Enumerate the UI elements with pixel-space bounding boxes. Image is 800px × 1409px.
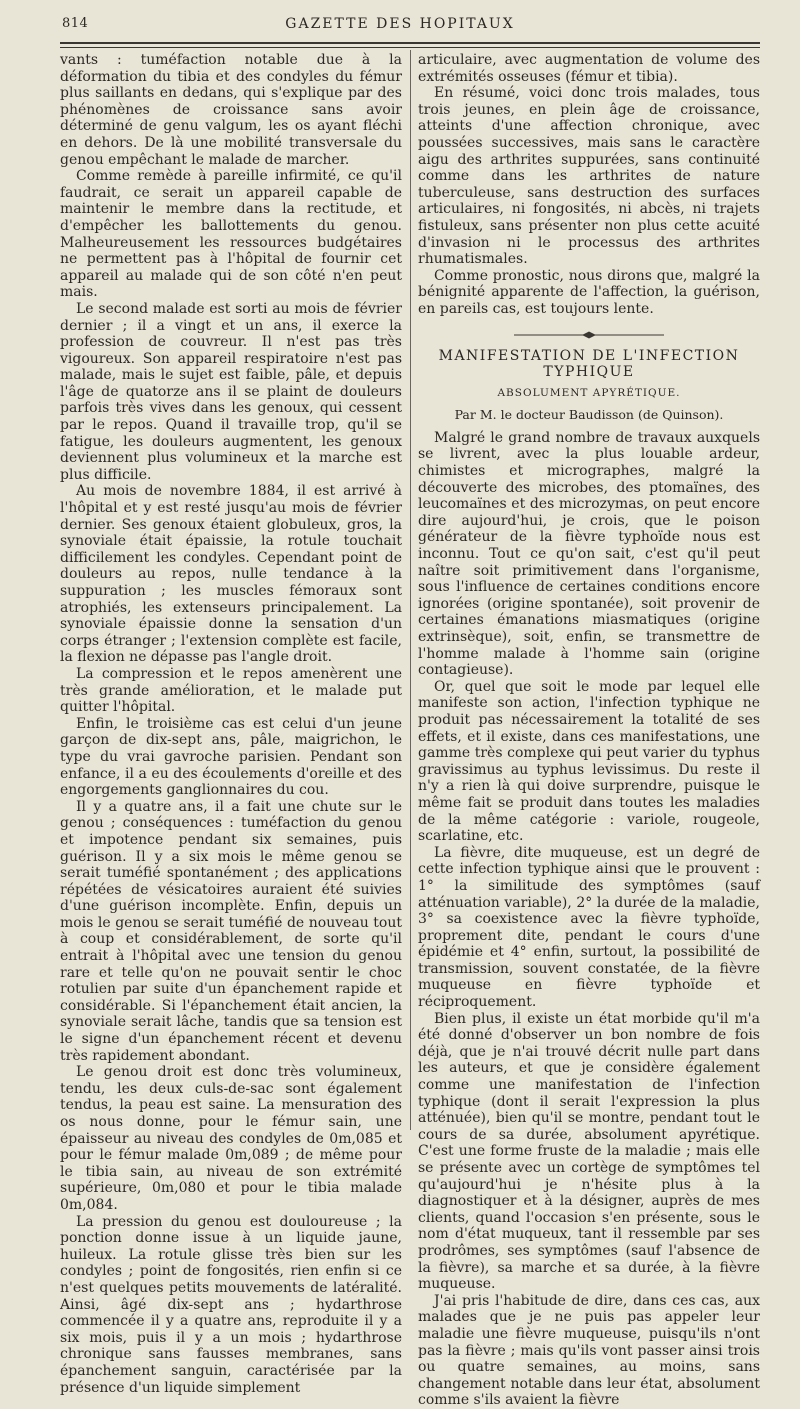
paragraph: Au mois de novembre 1884, il est arrivé à l'hôpital et y est resté jusqu'au mois de février dernier. Ses genoux étaient globuleux, gros, la synoviale était épaissie, la rotule touchait difficilement les condyles. Cependant point de douleurs au repos, nulle tendance à la suppuration ; les muscles fémoraux sont atrophiés, les extenseurs principalement. La synoviale épaissie donne la sensation d'un corps étranger ; l'extension complète est facile, la flexion ne dépasse pas l'angle droit. [60, 483, 402, 666]
paragraph: Il y a quatre ans, il a fait une chute sur le genou ; conséquences : tuméfaction du genou et impotence pendant six semaines, puis guérison. Il y a six mois le même genou se serait tuméfié spontanément ; des applications répétées de vésicatoires auraient été suivies d'une guérison incomplète. Enfin, depuis un mois le genou se serait tuméfié de nouveau tout à coup et considérablement, de sorte qu'il entrait à l'hôpital avec une tension du genou rare et telle qu'on ne pouvait sentir le choc rotulien par suite d'un épanchement rapide et considérable. Si l'épanchement était ancien, la synoviale serait lâche, tandis que sa tension est le signe d'un épanchement récent et devenu très rapidement abondant. [60, 798, 402, 1064]
paragraph: En résumé, voici donc trois malades, tous trois jeunes, en plein âge de croissance, atteints d'une affection chronique, avec poussées successives, mais sans le caractère aigu des arthrites suppurées, sans continuité comme dans les arthrites de nature tuberculeuse, sans destruction des surfaces articulaires, ni fongosités, ni abcès, ni trajets fistuleux, sans présenter non plus cette acuité d'invasion ni le processus des arthrites rhumatismales. [418, 85, 760, 268]
column-divider [410, 50, 411, 1130]
header-rule-thin [60, 47, 760, 48]
paragraph: La compression et le repos amenèrent une très grande amélioration, et le malade put quitter l'hôpital. [60, 665, 402, 716]
paragraph: La fièvre, dite muqueuse, est un degré de cette infection typhique ainsi que le prouvent : 1° la similitude des symptômes (sauf atténuation variable), 2° la durée de la maladie, 3° sa coexistence avec la fièvre typhoïde, proprement dite, pendant le cours d'une épidémie et 4° enfin, surtout, la possibilité de transmission, souvent constatée, de la fièvre muqueuse en fièvre typhoïde et réciproquement. [418, 844, 760, 1011]
page-number: 814 [62, 16, 89, 31]
paragraph: Comme remède à pareille infirmité, ce qu'il faudrait, ce serait un appareil capable de maintenir le membre dans la rectitude, et d'empêcher les ballottements du genou. Malheureusement les ressources budgétaires ne permettent pas à l'hôpital de fournir cet appareil au malade qui de son côté n'en peut mais. [60, 168, 402, 301]
article-title: MANIFESTATION DE L'INFECTION TYPHIQUE [438, 347, 740, 381]
paragraph: vants : tuméfaction notable due à la déformation du tibia et des condyles du fémur plus saillants en dedans, qui s'explique par des phénomènes de croissance sans avoir déterminé de genu valgum, les os ayant fléchi en dehors. De là une mobilité transversale du genou empêchant le malade de marcher. [60, 52, 402, 168]
paragraph: J'ai pris l'habitude de dire, dans ces cas, aux malades que je ne puis pas appeler leur maladie une fièvre muqueuse, puisqu'ils n'ont pas la fièvre ; mais qu'ils vont passer ainsi trois ou quatre semaines, au moins, sans changement notable dans leur état, absolument comme s'ils avaient la fièvre [418, 1292, 760, 1409]
paragraph: Le second malade est sorti au mois de février dernier ; il a vingt et un ans, il exerce la profession de couvreur. Il n'est pas très vigoureux. Son appareil respiratoire n'est pas malade, mais le sujet est faible, pâle, et depuis l'âge de quatorze ans il se plaint de douleurs parfois très vives dans les genoux, qui cessent par le repos. Quand il travaille trop, qu'il se fatigue, les douleurs augmentent, les genoux deviennent plus volumineux et la marche est plus difficile. [60, 300, 402, 483]
paragraph: La pression du genou est douloureuse ; la ponction donne issue à un liquide jaune, huileux. La rotule glisse très bien sur les condyles ; point de fongosités, rien enfin si ce n'est quelques petits mouvements de latéralité. Ainsi, âgé dix-sept ans ; hydarthrose commencée il y a quatre ans, reproduite il y a six mois, puis il y a un mois ; hydarthrose chronique sans fausses membranes, sans épanchement sanguin, caractérisée par la présence d'un liquide simplement [60, 1213, 402, 1396]
paragraph: Comme pronostic, nous dirons que, malgré la bénignité apparente de l'affection, la guérison, en pareils cas, est toujours lente. [418, 267, 760, 317]
paragraph: articulaire, avec augmentation de volume des extrémités osseuses (fémur et tibia). [418, 52, 760, 85]
article-byline: Par M. le docteur Baudisson (de Quinson). [454, 407, 724, 423]
running-title: GAZETTE DES HOPITAUX [285, 16, 515, 32]
paragraph: Enfin, le troisième cas est celui d'un jeune garçon de dix-sept ans, pâle, maigrichon, le type du vrai gavroche parisien. Pendant son enfance, il a eu des écoulements d'oreille et des engorgements ganglionnaires du cou. [60, 715, 402, 799]
left-column [60, 52, 402, 1396]
paragraph: Or, quel que soit le mode par lequel elle manifeste son action, l'infection typhique ne produit pas nécessairement la totalité de ses effets, et il existe, dans ces manifestations, une gamme très complexe qui peut varier du typhus gravissimus au typhus levissimus. Du reste il n'y a rien là qui doive surprendre, puisque le même fait se produit dans toutes les maladies de la même catégorie : variole, rougeole, scarlatine, etc. [418, 678, 760, 845]
paragraph: Le genou droit est donc très volumineux, tendu, les deux culs-de-sac sont également tendus, la peau est saine. La mensuration des os nous donne, pour le fémur sain, une épaisseur au niveau des condyles de 0m,085 et pour le fémur malade 0m,089 ; de même pour le tibia sain, au niveau de son extrémité supérieure, 0m,080 et pour le tibia malade 0m,084. [60, 1064, 402, 1213]
section-ornament [514, 328, 664, 338]
ornament-rule-icon [514, 330, 664, 340]
paragraph: Malgré le grand nombre de travaux auxquels se livrent, avec la plus louable ardeur, chimistes et micrographes, malgré la découverte des microbes, des ptomaïnes, des leucomaïnes et des microzymas, on peut encore dire aujourd'hui, je crois, que le poison générateur de la fièvre typhoïde nous est inconnu. Tout ce qu'on sait, c'est qu'il peut naître soit primitivement dans l'organisme, sous l'influence de certaines conditions encore ignorées (origine spontanée), soit provenir de certaines émanations miasmatiques (origine extrinsèque), soit, enfin, se transmettre de l'homme malade à l'homme sain (origine contagieuse). [418, 429, 760, 679]
header-rule [60, 42, 760, 44]
article-subtitle: ABSOLUMENT APYRÉTIQUE. [497, 386, 681, 399]
right-column [418, 52, 760, 1409]
page-header [0, 10, 800, 34]
paragraph: Bien plus, il existe un état morbide qu'il m'a été donné d'observer un bon nombre de fois déjà, que je n'ai trouvé décrit nulle part dans les auteurs, et que je considère également comme une manifestation de l'infection typhique (dont il serait l'expression la plus atténuée), bien qu'il se montre, pendant tout le cours de sa durée, absolument apyrétique. C'est une forme fruste de la maladie ; mais elle se présente avec un cortège de symptômes tel qu'aujourd'hui je n'hésite plus à la diagnostiquer et à la désigner, auprès de mes clients, quand l'occasion s'en présente, sous le nom d'état muqueux, tant il ressemble par ses prodrômes, ses symptômes (sauf l'absence de la fièvre), sa marche et sa durée, à la fièvre muqueuse. [418, 1010, 760, 1293]
